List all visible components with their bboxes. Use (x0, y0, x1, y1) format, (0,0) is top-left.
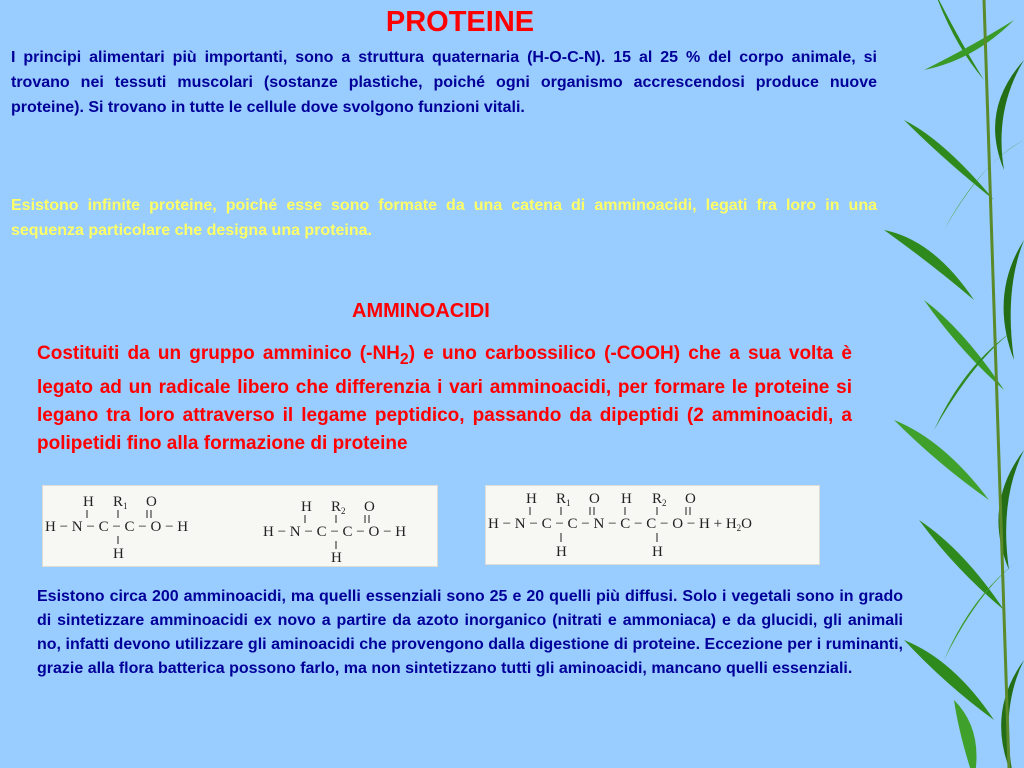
aminoacids-text-start: Costituiti da un gruppo amminico (-NH (37, 343, 400, 364)
section-title: AMMINOACIDI (352, 300, 490, 322)
aminoacids-text-end: ) e uno carbossilico (-COOH) che a sua volta è legato ad un radicale libero che differenzia i vari amminoacidi, per formare le proteine si legano tra loro attraverso il legame peptidico, passando da dipeptidi (2 amminoacidi, a polipetidi fino alla formazione di proteine (37, 343, 852, 454)
aa1-main-chain: H − N − C − C − O − H (45, 519, 189, 535)
aminoacids-paragraph (37, 340, 852, 458)
dp-bottom-h1: H (556, 544, 567, 560)
aminoacid-formula-image (42, 485, 438, 567)
dp-top-h1: H (526, 491, 537, 507)
dipeptide-main-chain: $H - N - C - C - N - C - C - O - H + H_2O$ (488, 516, 752, 533)
aa2-main-chain: H − N − C − C − O − H (263, 524, 407, 540)
nh2-subscript: 2 (399, 350, 409, 368)
aa2-top-r: $R_2$ (331, 499, 346, 516)
dp-top-o1: O (589, 491, 600, 507)
page-title: PROTEINE (385, 6, 535, 38)
intro-paragraph: I principi alimentari più importanti, sono a struttura quaternaria (H-O-C-N). 15 al 25 % del corpo animale, si trovano nei tessuti muscolari (sostanze plastiche, poiché ogni organismo accrescendosi produce nuove proteine). Si trovano in tutte le cellule dove svolgono funzioni vitali. (11, 49, 877, 116)
proteins-paragraph: Esistono infinite proteine, poiché esse sono formate da una catena di amminoacidi, legati fra loro in una sequenza particolare che designa una proteina. (11, 197, 877, 239)
bamboo-leaves-decoration (864, 0, 1024, 768)
dp-bottom-h2: H (652, 544, 663, 560)
aa1-top-r: $R_1$ (113, 494, 128, 511)
bamboo-leaves (884, 0, 1024, 768)
aa1-bottom-h: H (113, 546, 124, 562)
dp-top-h2: H (621, 491, 632, 507)
aa1-top-o: O (146, 494, 157, 510)
aa2-bottom-h: H (331, 550, 342, 566)
essential-aminoacids-paragraph: Esistono circa 200 amminoacidi, ma quelli essenziali sono 25 e 20 quelli più diffusi. Solo i vegetali sono in grado di sintetizzare amminoacidi ex novo a partire da azoto inorganico (nitrati e ammoniaca) e da glucidi, gli animali no, infatti devono utilizzare gli aminoacidi che provengono dalla digestione di proteine. Eccezione per i ruminanti, grazie alla flora batterica possono farlo, ma non sintetizzano tutti gli aminoacidi, mancano quelli essenziali. (37, 588, 903, 677)
aa1-top-h: H (83, 494, 94, 510)
dp-top-r2: $R_2$ (652, 491, 667, 508)
dp-top-r1: $R_1$ (556, 491, 571, 508)
dp-top-o2: O (685, 491, 696, 507)
aa2-top-o: O (364, 499, 375, 515)
dipeptide-formula-image (485, 485, 820, 565)
aa2-top-h: H (301, 499, 312, 515)
